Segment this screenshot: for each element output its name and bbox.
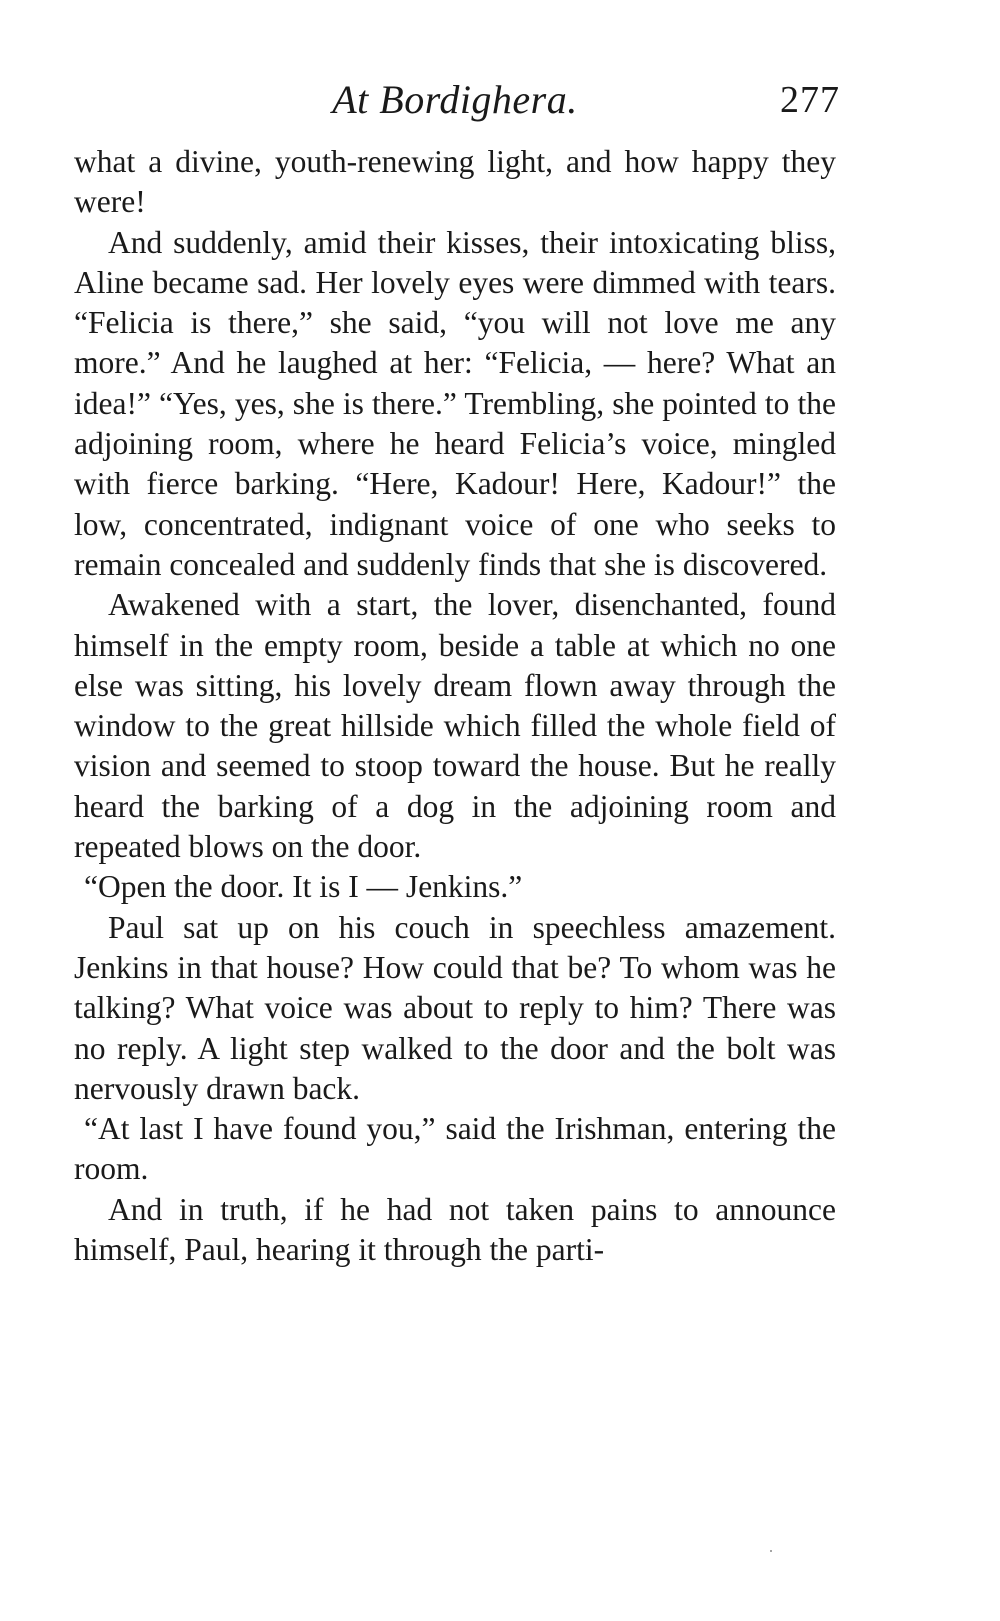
paragraph-dialogue: “Open the door. It is I — Jenkins.” xyxy=(84,869,523,905)
paragraph-continuation: what a divine, youth-renewing light, and how happy they were! xyxy=(74,144,836,220)
running-head xyxy=(70,72,840,132)
page-number: 277 xyxy=(780,79,840,121)
paragraph-dialogue: “At last I have found you,” said the Irishman, entering the room. xyxy=(74,1111,836,1187)
paragraph: And suddenly, amid their kisses, their intoxicating bliss, Aline became sad. Her lovely eyes were dimmed with tears. “Felicia is there,” she said, “you will not love me any more.” And he laughed at her: “Felicia, — here? What an idea!” “Yes, yes, she is there.” Trembling, she pointed to the adjoining room, where he heard Felicia’s voice, mingled with fierce barking. “Here, Kadour! Here, Kadour!” the low, concentrated, indignant voice of one who seeks to remain concealed and suddenly finds that she is discovered. xyxy=(74,224,836,582)
running-title: At Bordighera. xyxy=(332,77,578,122)
paragraph: Awakened with a start, the lover, disenchanted, found himself in the empty room, beside a table at which no one else was sitting, his lovely dream flown away through the window to the great hillside which filled the whole field of vision and seemed to stoop toward the house. But he really heard the barking of a dog in the adjoining room and repeated blows on the door. xyxy=(74,587,836,865)
body-text xyxy=(74,142,836,1270)
print-speck xyxy=(770,1550,772,1552)
paragraph: Paul sat up on his couch in speechless amazement. Jenkins in that house? How could that be? To whom was he talking? What voice was about to reply to him? There was no reply. A light step walked to the door and the bolt was nervously drawn back. xyxy=(74,909,836,1106)
paragraph: And in truth, if he had not taken pains to announce himself, Paul, hearing it through the parti- xyxy=(74,1191,836,1268)
